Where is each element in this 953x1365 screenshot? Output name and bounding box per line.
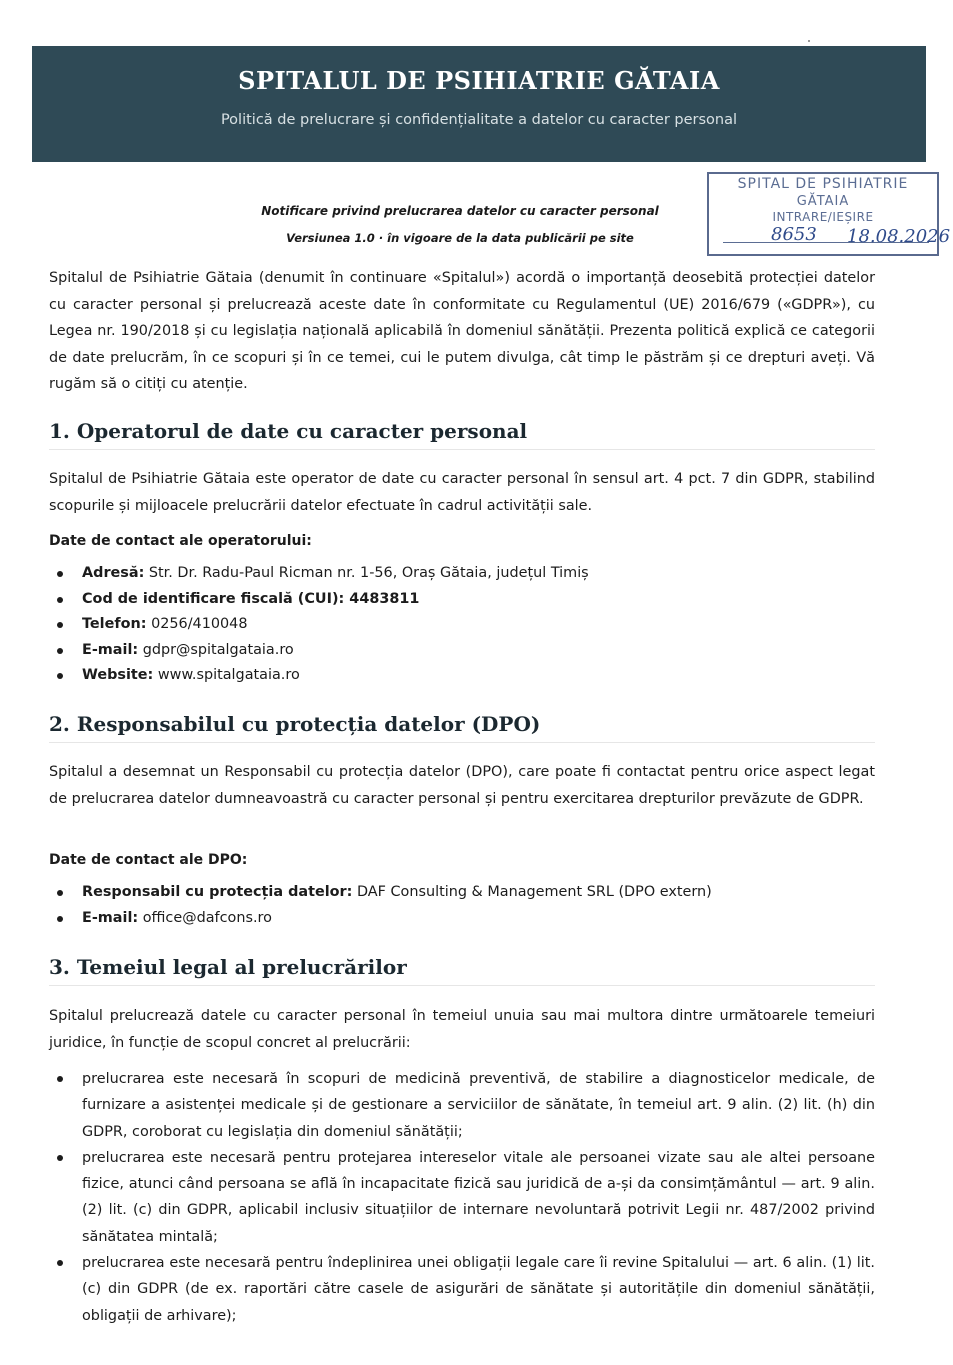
registration-stamp xyxy=(707,172,951,256)
section-1-heading: 1. Operatorul de date cu caracter personal xyxy=(49,419,875,450)
contact-address: Adresă: Str. Dr. Radu-Paul Ricman nr. 1-56, Oraș Gătaia, județul Timiș xyxy=(49,561,875,587)
legal-basis-item: prelucrarea este necesară pentru protejarea intereselor vitale ale persoanei vizate sau ale altei persoane fizice, atunci când persoana se află în incapacitate fizică sau juridică de a-și da consimțământul — art. 9 alin. (2) lit. (c) din GDPR, aplicabil inclusiv situațiilor de internare nevoluntară potrivit Legii nr. 487/2002 privind sănătatea mintală; xyxy=(49,1145,875,1250)
policy-subtitle: Politică de prelucrare și confidențialitate a datelor cu caracter personal xyxy=(220,112,738,128)
legal-basis-list xyxy=(49,1066,875,1329)
section-1-body: Spitalul de Psihiatrie Gătaia este operator de date cu caracter personal în sensul art. 4 pct. 7 din GDPR, stabilind scopurile și mijloacele prelucrării datelor efectuate în cadrul activității sale. xyxy=(49,471,875,514)
stamp-date: 18.08.2026 xyxy=(847,226,951,247)
dpo-contact-list xyxy=(49,880,875,931)
operator-contact-list xyxy=(49,561,875,689)
notice-title: Notificare privind prelucrarea datelor cu caracter personal xyxy=(261,204,659,218)
section-3-body: Spitalul prelucrează datele cu caracter personal în temeiul unuia sau mai multora dintre următoarele temeiuri juridice, în funcție de scopul concret al prelucrării: xyxy=(49,1008,875,1051)
dpo-email[interactable]: E-mail: office@dafcons.ro xyxy=(49,906,875,932)
contact-fiscal-code: Cod de identificare fiscală (CUI): 4483811 xyxy=(49,587,875,613)
notice-version: Versiunea 1.0 · în vigoare de la data publicării pe site xyxy=(286,231,634,245)
stamp-registration-number: 8653 xyxy=(771,224,817,245)
section-3-heading: 3. Temeiul legal al prelucrărilor xyxy=(49,955,875,986)
contact-email[interactable]: E-mail: gdpr@spitalgataia.ro xyxy=(49,638,875,664)
hospital-title: SPITALUL DE PSIHIATRIE GĂTAIA xyxy=(238,66,720,95)
stamp-direction: INTRARE/IEȘIRE xyxy=(772,210,874,224)
section-2-body: Spitalul a desemnat un Responsabil cu protecția datelor (DPO), care poate fi contactat pentru orice aspect legat de prelucrarea datelor dumneavoastră cu caracter personal și pentru exercitarea drepturilor prevăzute de GDPR. xyxy=(49,764,875,807)
intro-paragraph: Spitalul de Psihiatrie Gătaia (denumit în continuare «Spitalul») acordă o importanță deosebită protecției datelor cu caracter personal și prelucrează aceste date în conformitate cu Regulamentul (UE) 2016/679 («GDPR»), cu Legea nr. 190/2018 și cu legislația națională aplicabilă în domeniul sănătății. Prezenta politică explică ce categorii de date prelucrăm, în ce scopuri și în ce temei, cui le putem divulga, cât timp le păstrăm și ce drepturi aveți. Vă rugăm să o citiți cu atenție. xyxy=(49,270,875,392)
dpo-name: Responsabil cu protecția datelor: DAF Consulting & Management SRL (DPO extern) xyxy=(49,880,875,906)
section-2-heading: 2. Responsabilul cu protecția datelor (DPO) xyxy=(49,712,875,743)
legal-basis-item: prelucrarea este necesară în scopuri de medicină preventivă, de stabilire a diagnosticelor medicale, de furnizare a asistenței medicale și de gestionare a serviciilor de sănătate, în temeiul art. 9 alin. (2) lit. (h) din GDPR, coroborat cu legislația din domeniul sănătății; xyxy=(49,1066,875,1145)
header-banner xyxy=(32,46,926,162)
dpo-contact-label: Date de contact ale DPO: xyxy=(49,852,248,868)
scan-speck xyxy=(808,40,810,42)
contact-website[interactable]: Website: www.spitalgataia.ro xyxy=(49,663,875,689)
legal-basis-item: prelucrarea este necesară pentru îndeplinirea unei obligații legale care îi revine Spitalului — art. 6 alin. (1) lit. (c) din GDPR (de ex. raportări către casele de asigurări de sănătate și autoritățile din domeniul sănătății, obligații de arhivare); xyxy=(49,1250,875,1329)
stamp-town: GĂTAIA xyxy=(796,194,850,209)
stamp-institution: SPITAL DE PSIHIATRIE xyxy=(737,176,909,192)
operator-contact-label: Date de contact ale operatorului: xyxy=(49,533,312,549)
contact-phone: Telefon: 0256/410048 xyxy=(49,612,875,638)
